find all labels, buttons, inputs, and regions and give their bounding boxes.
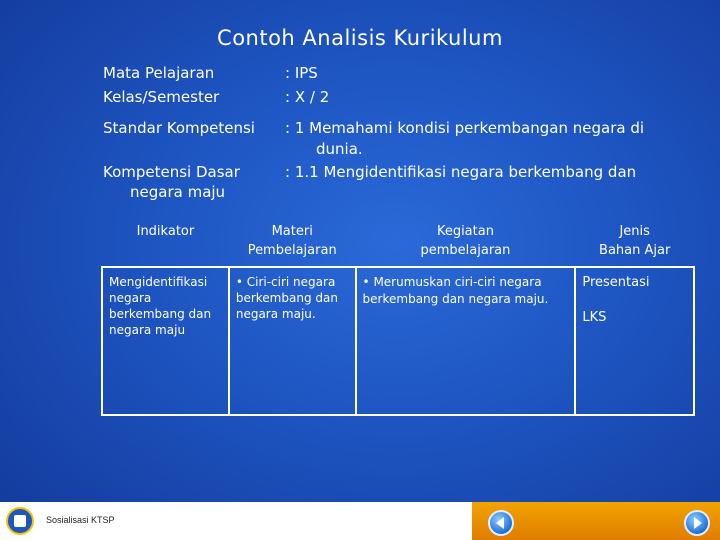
cell-materi: • Ciri-ciri negara berkembang dan negara maju. — [229, 267, 356, 415]
kompetensi-dasar-label: Kompetensi Dasar — [103, 163, 240, 181]
header-kegiatan: Kegiatan pembelajaran — [420, 224, 511, 258]
standar-kompetensi-value-cont: dunia. — [316, 140, 363, 158]
header-jenis-bahan-ajar: Jenis Bahan Ajar — [599, 224, 671, 258]
mata-pelajaran-value: : IPS — [285, 64, 318, 82]
table-row — [102, 267, 694, 415]
kelas-semester-value: : X / 2 — [285, 88, 330, 106]
standar-kompetensi-value: : 1 Memahami kondisi perkembangan negara di — [285, 119, 645, 137]
kompetensi-dasar-label-cont: negara maju — [130, 183, 226, 201]
standar-kompetensi-label: Standar Kompetensi — [103, 119, 255, 137]
cell-indikator: Mengidentifikasi negara berkembang dan negara maju — [102, 267, 229, 415]
nav-prev-icon[interactable] — [488, 510, 514, 536]
nav-next-icon[interactable] — [684, 510, 710, 536]
kompetensi-dasar-value: : 1.1 Mengidentifikasi negara berkembang dan — [285, 163, 637, 181]
cell-jenis-bahan-ajar — [575, 267, 694, 415]
header-materi: Materi Pembelajaran — [247, 224, 337, 258]
bahan-lks: LKS — [582, 310, 607, 325]
header-indikator: Indikator — [136, 224, 195, 239]
mata-pelajaran-label: Mata Pelajaran — [103, 64, 215, 82]
cell-kegiatan: • Merumuskan ciri-ciri negara berkembang dan negara maju. — [356, 267, 576, 415]
footer-text: Sosialisasi KTSP — [46, 515, 115, 525]
bahan-presentasi: Presentasi — [582, 275, 650, 290]
analysis-table — [101, 216, 695, 416]
table-header-row — [102, 216, 694, 267]
slide-title: Contoh Analisis Kurikulum — [217, 26, 503, 50]
tut-wuri-handayani-logo-icon — [6, 507, 34, 535]
kelas-semester-label: Kelas/Semester — [103, 88, 220, 106]
